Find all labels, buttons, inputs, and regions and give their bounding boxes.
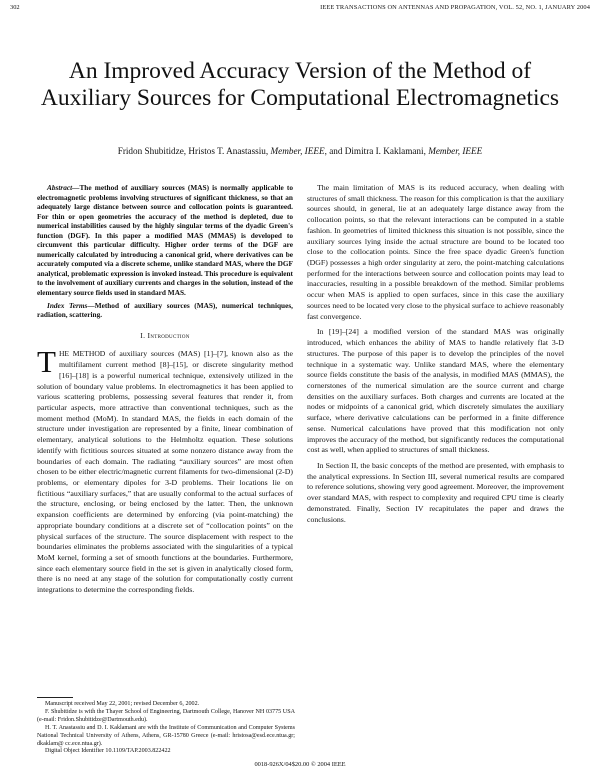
index-terms-label: Index Terms— xyxy=(47,300,95,310)
section-numeral: I. xyxy=(140,330,148,340)
drop-cap: T xyxy=(37,344,56,380)
copyright-line: 0018-926X/04$20.00 © 2004 IEEE xyxy=(254,761,346,768)
section-heading-introduction xyxy=(37,331,293,342)
page-number: 302 xyxy=(10,4,20,11)
right-column xyxy=(307,183,564,525)
index-terms-text: Method of auxiliary sources (MAS), numerical techniques, radiation, scattering. xyxy=(37,300,294,320)
section-name: Introduction xyxy=(147,330,190,340)
footnote-received: Manuscript received May 22, 2001; revised December 6, 2002. xyxy=(45,701,200,707)
abstract-text: The method of auxiliary sources (MAS) is normally applicable to electromagnetic problems involving structures of significant thickness, so that an adequately large distance between source and collocation points is guaranteed. For thin or open geometries the accuracy of the method is depleted, due to numerical instabilities caused by the highly singular terms of the dyadic Green's function (DGF). In this paper a modified MAS (MMAS) is developed to circumvent this particular difficulty. Higher order terms of the DGF are numerically calculated by introducing a canonical grid, where derivatives can be accurately computed via a discrete scheme, unlike standard MAS, where the DGF analytical, problematic expression is invoked instead. This procedure is equivalent to the involvement of auxiliary currents and charges in the solution, instead of the elementary source fields used in standard MAS. xyxy=(37,183,293,298)
journal-header: IEEE TRANSACTIONS ON ANTENNAS AND PROPAGATION, VOL. 52, NO. 1, JANUARY 2004 xyxy=(320,4,590,11)
footnote-doi: Digital Object Identifier 10.1109/TAP.2003.822422 xyxy=(45,748,171,755)
running-header xyxy=(10,4,590,16)
intro-paragraph-2: The main limitation of MAS is its reduced accuracy, when dealing with structures of small thickness. The reason for this complication is that the auxiliary sources should, in general, lie at an adequately large distance away from the collocation points, so that the relevant interactions can be computed in a stable fashion. In geometries of limited thickness this situation is not possible, since the auxiliary sources lying inside the actual structure are bound to be located too close to the collocation points. Since the free space dyadic Green's function (DGF) possesses a high order singularity at zero, the point-matching calculations performed for the interactions between source and collocation points may lead to inaccuracies, resulting in a possible breakdown of the method. Similar problems occur when MAS is applied to open surfaces, since in this case the auxiliary sources need to be located very close to the physical surface to achieve reasonably fast convergence. xyxy=(307,183,564,321)
intro-text: of auxiliary sources (MAS) [1]–[7], known also as the multifilament current method [8]–[15], or discrete singularity method [16]–[18] is a powerful numerical technique, extensively utilized in the solution of boundary value problems. In electromagnetics it has been applied to various scattering problems, possessing several features that render it, from particular aspects, more attractive than conventional techniques, such as the moment method (MoM). In standard MAS, the fields in each domain of the structure under investigation are represented by a finite, linear combination of elementary, analytical solutions to the Helmholtz equation. These solutions identify with fictitious sources situated at some nonzero distance away from the boundaries of each domain. The radiating “auxiliary sources” are most often chosen to be either electric/magnetic current filaments for two-dimensional (2-D) problems, or elementary dipoles for 3-D problems. Their locations lie on fictitious “auxiliary surfaces,” that are usually conformal to the actual surfaces of the structure, enclosing, or being enclosed by the latter. Then, the unknown expansion coefficients are determined by enforcing (via point-matching) the appropriate boundary conditions at a discrete set of “collocation points” on the physical surfaces of the structure. The source displacement with respect to the boundaries eliminates the problems associated with the singularities of a typical MoM kernel, forming a set of smooth functions at the boundaries. Furthermore, since each elementary source field in the set is given in analytically closed form, there is no need at any stage of the solution for computationally costly current integrations to determine the corresponding fields. xyxy=(37,349,293,595)
intro-paragraph-1 xyxy=(37,344,293,596)
abstract xyxy=(37,183,293,298)
index-terms xyxy=(37,301,293,320)
footnote-author-1: F. Shubitidze is with the Thayer School of Engineering, Dartmouth College, Hanover NH 03775 USA (e-mail: Fridon.Shubitidze@Dartmouth.edu). xyxy=(37,708,295,723)
author-names-2: , and Dimitra I. Kaklamani, xyxy=(324,146,429,156)
lead-in: HE METHOD xyxy=(58,349,106,359)
abstract-label: Abstract— xyxy=(47,183,80,192)
intro-paragraph-3: In [19]–[24] a modified version of the standard MAS was originally introduced, which enhances the ability of MAS to handle relatively flat 3-D structures. The purpose of this paper is to develop the principles of the novel technique in a systematic way. Unlike standard MAS, where the elementary source fields constitute the basis of the analysis, in modified MAS (MMAS), the cornerstones of the numerical simulation are the source current and charge densities on the auxiliary surfaces. Both charges and currents are located at the nodes or midpoints of a canonical grid, which discretely simulates the auxiliary surface, where derivative calculations can be performed in a finite difference sense. Numerical calculations have proved that this modification not only improves the accuracy of the method, but significantly reduces the computational cost as well, when applied to structures of small thickness. xyxy=(307,327,564,455)
left-column xyxy=(37,183,293,596)
author-names-1: Fridon Shubitidze, Hristos T. Anastassiu, xyxy=(117,146,271,156)
author-role-2: Member, IEEE xyxy=(428,146,483,156)
intro-paragraph-4: In Section II, the basic concepts of the method are presented, with emphasis to the analytical expressions. In Section III, several numerical results are compared to reference solutions, showing very good agreement. Moreover, the improvement over standard MAS, with respect to complexity and required CPU time is clearly demonstrated. Finally, Section IV recapitulates the paper and draws the conclusions. xyxy=(307,460,564,524)
paper-title: An Improved Accuracy Version of the Method of Auxiliary Sources for Computational Electromagnetics xyxy=(40,58,560,111)
footnotes xyxy=(37,701,295,756)
footnote-rule xyxy=(37,697,73,698)
author-line xyxy=(20,146,580,156)
author-role-1: Member, IEEE xyxy=(270,146,325,156)
footnote-author-2-3: H. T. Anastassiu and D. I. Kaklamani are with the Institute of Communication and Computer Systems National Technical University of Athens, Athens, GR-15780 Greece (e-mail: hristosa@esd.ece.ntua.gr; dkaklam@ cc.ece.ntua.gr). xyxy=(37,724,295,747)
